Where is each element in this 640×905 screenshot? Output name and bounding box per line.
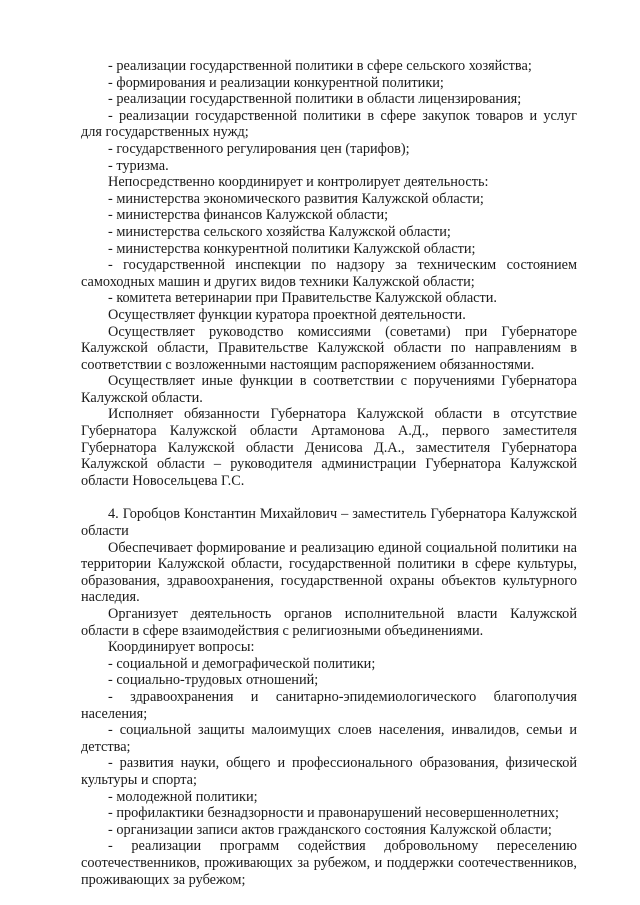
paragraph: Исполняет обязанности Губернатора Калужской области в отсутствие Губернатора Калужской области Артамонова А.Д., первого заместителя Губернатора Калужской области Денисова Д.А., заместителя Губернатора Калужской области – руководителя администрации Губернатора Калужской области Новосельцева Г.С. — [81, 406, 577, 489]
paragraph: - реализации программ содействия добровольному переселению соотечественников, проживающих за рубежом, и поддержки соотечественников, проживающих за рубежом; — [81, 838, 577, 888]
section-heading: 4. Горобцов Константин Михайлович – заместитель Губернатора Калужской области — [81, 506, 577, 540]
paragraph: - молодежной политики; — [108, 788, 258, 805]
paragraph: Координирует вопросы: — [108, 639, 255, 656]
paragraph: - министерства сельского хозяйства Калужской области; — [108, 223, 451, 240]
paragraph: Непосредственно координирует и контролирует деятельность: — [108, 174, 489, 191]
paragraph: Осуществляет руководство комиссиями (советами) при Губернаторе Калужской области, Правительстве Калужской области по направлениям в соответствии с возложенными настоящим распоряжением обязанностями. — [81, 323, 577, 373]
paragraph: - профилактики безнадзорности и правонарушений несовершеннолетних; — [108, 805, 559, 822]
paragraph: - туризма. — [108, 157, 169, 174]
paragraph: Осуществляет иные функции в соответствии с поручениями Губернатора Калужской области. — [81, 373, 577, 406]
paragraph: - социальной и демографической политики; — [108, 655, 376, 672]
paragraph: Организует деятельность органов исполнительной власти Калужской области в сфере взаимодействия с религиозными объединениями. — [81, 606, 577, 639]
paragraph: Обеспечивает формирование и реализацию единой социальной политики на территории Калужской области, государственной политики в сфере культуры, образования, здравоохранения, государственной охраны объектов культурного наследия. — [81, 539, 577, 606]
paragraph: - здравоохранения и санитарно-эпидемиологического благополучия населения; — [81, 688, 577, 722]
paragraph: - социальной защиты малоимущих слоев населения, инвалидов, семьи и детства; — [81, 722, 577, 755]
paragraph: - развития науки, общего и профессионального образования, физической культуры и спорта; — [81, 755, 577, 788]
paragraph: Осуществляет функции куратора проектной деятельности. — [108, 306, 466, 323]
section-gap — [81, 489, 577, 506]
paragraph: - социально-трудовых отношений; — [108, 672, 319, 689]
paragraph: - реализации государственной политики в сфере закупок товаров и услуг для государственных нужд; — [81, 107, 577, 141]
paragraph: - министерства финансов Калужской области; — [108, 207, 389, 224]
paragraph: - государственной инспекции по надзору за техническим состоянием самоходных машин и других видов техники Калужской области; — [81, 257, 577, 290]
paragraph: - комитета ветеринарии при Правительстве Калужской области. — [108, 290, 498, 307]
paragraph: - реализации государственной политики в области лицензирования; — [108, 91, 522, 108]
paragraph: - министерства экономического развития Калужской области; — [108, 190, 484, 207]
paragraph: - реализации государственной политики в сфере сельского хозяйства; — [108, 58, 532, 74]
paragraph: - министерства конкурентной политики Калужской области; — [108, 240, 476, 257]
paragraph: - государственного регулирования цен (тарифов); — [108, 140, 410, 157]
paragraph: - организации записи актов гражданского состояния Калужской области; — [108, 821, 552, 838]
paragraph: - формирования и реализации конкурентной политики; — [108, 74, 444, 91]
